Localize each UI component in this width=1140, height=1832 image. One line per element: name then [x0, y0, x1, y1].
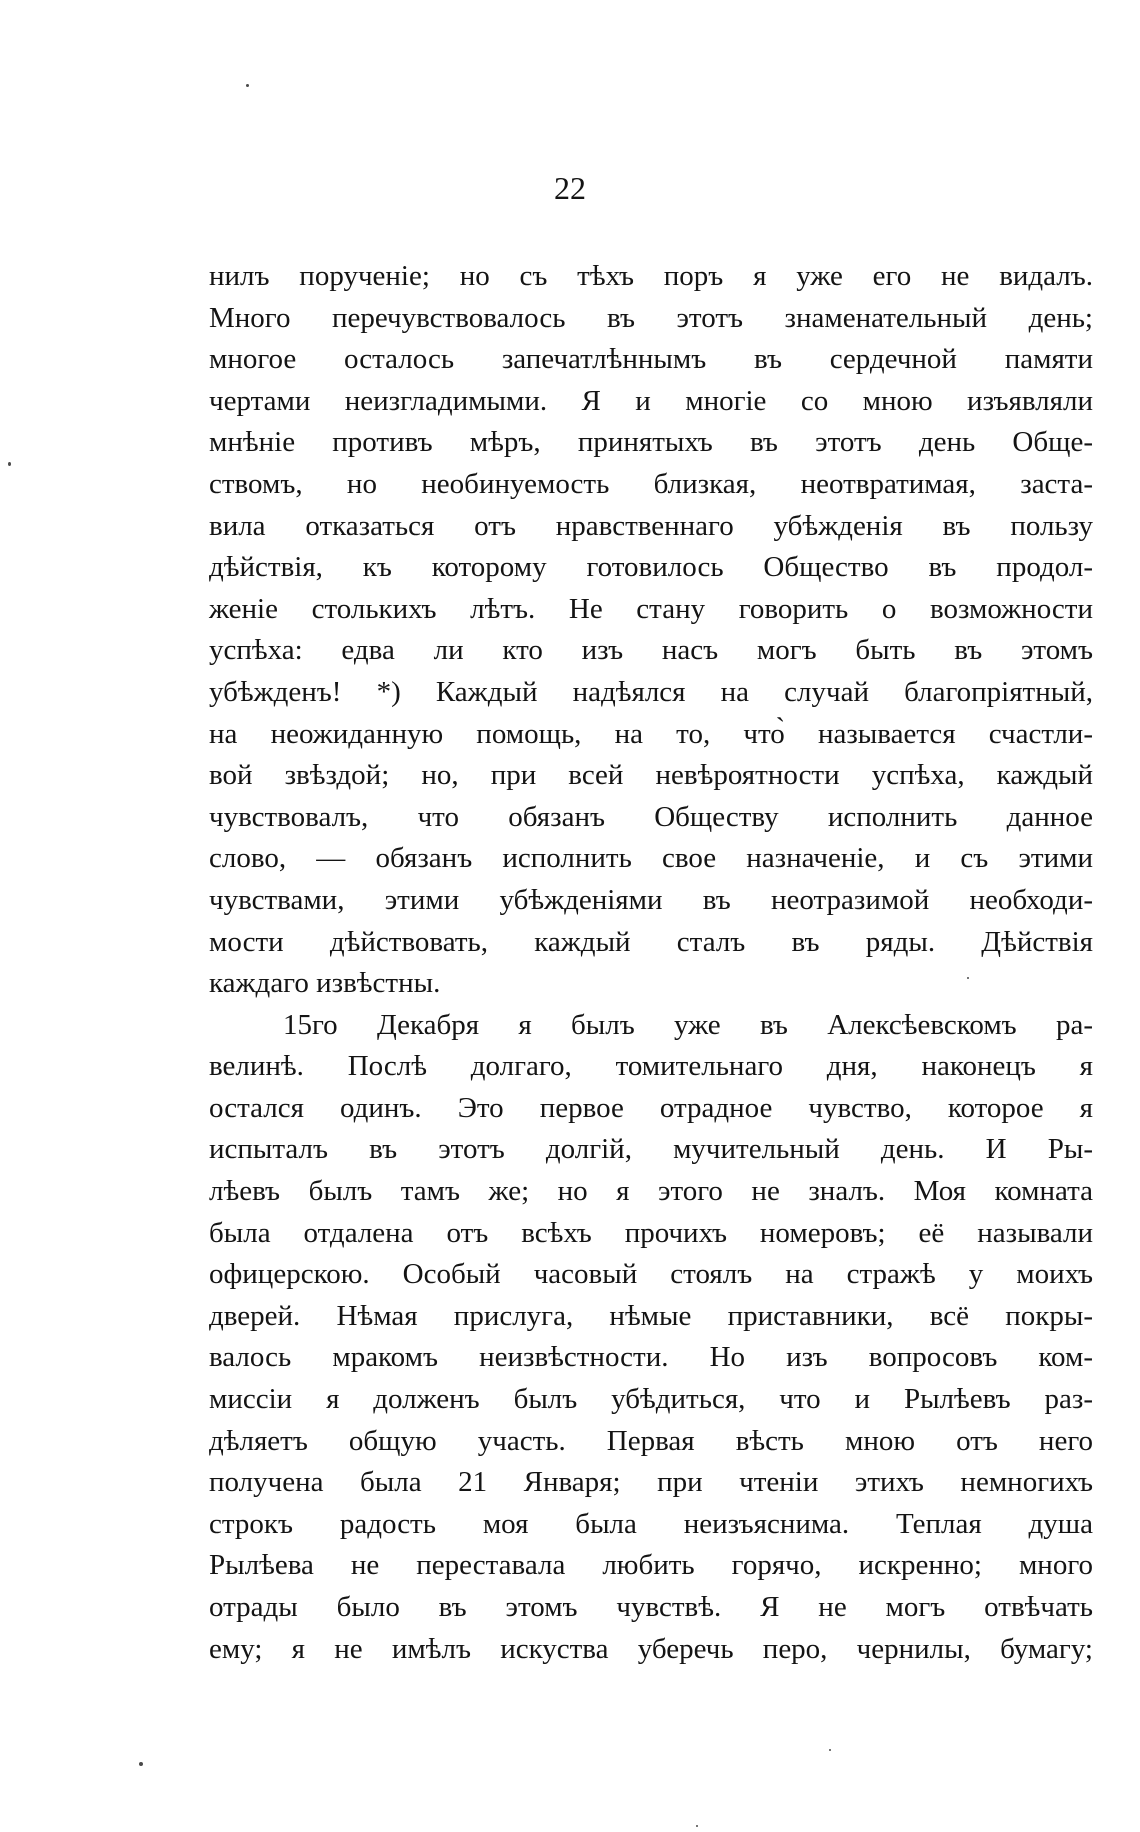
text-line: нилъ порученіе; но съ тѣхъ поръ я уже его не видалъ. — [209, 260, 1093, 292]
text-line: убѣжденъ! *) Каждый надѣялся на случай благопріятный, — [209, 675, 1093, 708]
text-line: миссіи я долженъ былъ убѣдиться, что и Рылѣевъ раз- — [209, 1383, 1093, 1416]
text-line: мнѣніе противъ мѣръ, принятыхъ въ этотъ день Обще- — [209, 426, 1093, 459]
text-line: на неожиданную помощь, на то, что̀ называется счастли- — [209, 717, 1093, 750]
text-line: строкъ радость моя была неизъяснима. Теплая душа — [209, 1507, 1093, 1540]
text-line: Много перечувствовалось въ этотъ знаменательный день; — [209, 301, 1093, 334]
text-line: остался одинъ. Это первое отрадное чувство, которое я — [209, 1091, 1093, 1124]
text-line: успѣха: едва ли кто изъ насъ могъ быть въ этомъ — [209, 634, 1093, 667]
text-line: многое осталось запечатлѣннымъ въ сердечной памяти — [209, 343, 1093, 376]
paragraph-1 — [209, 256, 1093, 1005]
text-line: мости дѣйствовать, каждый сталъ въ ряды. Дѣйствія — [209, 925, 1093, 958]
text-line: офицерскою. Особый часовый стоялъ на стражѣ у моихъ — [209, 1258, 1093, 1291]
text-line: чувствами, этими убѣжденіями въ неотразимой необходи- — [209, 883, 1093, 916]
scan-speck — [967, 977, 969, 979]
text-line: ему; я не имѣлъ искуства уберечь перо, чернилы, бумагу; — [209, 1632, 1093, 1665]
text-line: чертами неизгладимыми. Я и многіе со мною изъявляли — [209, 384, 1093, 417]
scan-speck — [246, 84, 249, 87]
scan-speck — [8, 462, 11, 466]
text-line: женіе столькихъ лѣтъ. Не стану говорить о возможности — [209, 592, 1093, 625]
scan-speck — [139, 1762, 143, 1766]
scan-speck — [696, 1825, 698, 1827]
text-line: вой звѣздой; но, при всей невѣроятности успѣха, каждый — [209, 759, 1093, 792]
text-line: дверей. Нѣмая прислуга, нѣмые приставники, всё покры- — [209, 1299, 1093, 1332]
text-line: отрады было въ этомъ чувствѣ. Я не могъ отвѣчать — [209, 1591, 1093, 1623]
text-line: дѣйствія, къ которому готовилось Общество въ продол- — [209, 551, 1093, 584]
body-text — [209, 256, 1093, 1670]
text-line: испыталъ въ этотъ долгій, мучительный день. И Ры- — [209, 1133, 1093, 1166]
text-line: ствомъ, но необинуемость близкая, неотвратимая, заста- — [209, 467, 1093, 500]
text-line: лѣевъ былъ тамъ же; но я этого не зналъ. Моя комната — [209, 1175, 1093, 1208]
text-line: велинѣ. Послѣ долгаго, томительнаго дня, наконецъ я — [209, 1050, 1093, 1083]
text-line: получена была 21 Января; при чтеніи этихъ немногихъ — [209, 1466, 1093, 1499]
text-line: дѣляетъ общую участь. Первая вѣсть мною отъ него — [209, 1424, 1093, 1457]
page-number: 22 — [554, 170, 586, 206]
text-line: валось мракомъ неизвѣстности. Но изъ вопросовъ ком- — [209, 1341, 1093, 1374]
text-line: слово, — обязанъ исполнить свое назначеніе, и съ этими — [209, 842, 1093, 875]
paragraph-2 — [209, 1005, 1093, 1671]
text-line: Рылѣева не переставала любить горячо, искренно; много — [209, 1549, 1093, 1582]
text-line: вила отказаться отъ нравственнаго убѣжденія въ пользу — [209, 509, 1093, 542]
text-line: каждаго извѣстны. — [209, 967, 441, 1000]
scan-speck — [829, 1749, 831, 1751]
text-line: 15го Декабря я былъ уже въ Алексѣевскомъ ра- — [283, 1008, 1093, 1041]
text-line: была отдалена отъ всѣхъ прочихъ номеровъ; её называли — [209, 1216, 1093, 1249]
text-line: чувствовалъ, что обязанъ Обществу исполнить данное — [209, 800, 1093, 833]
